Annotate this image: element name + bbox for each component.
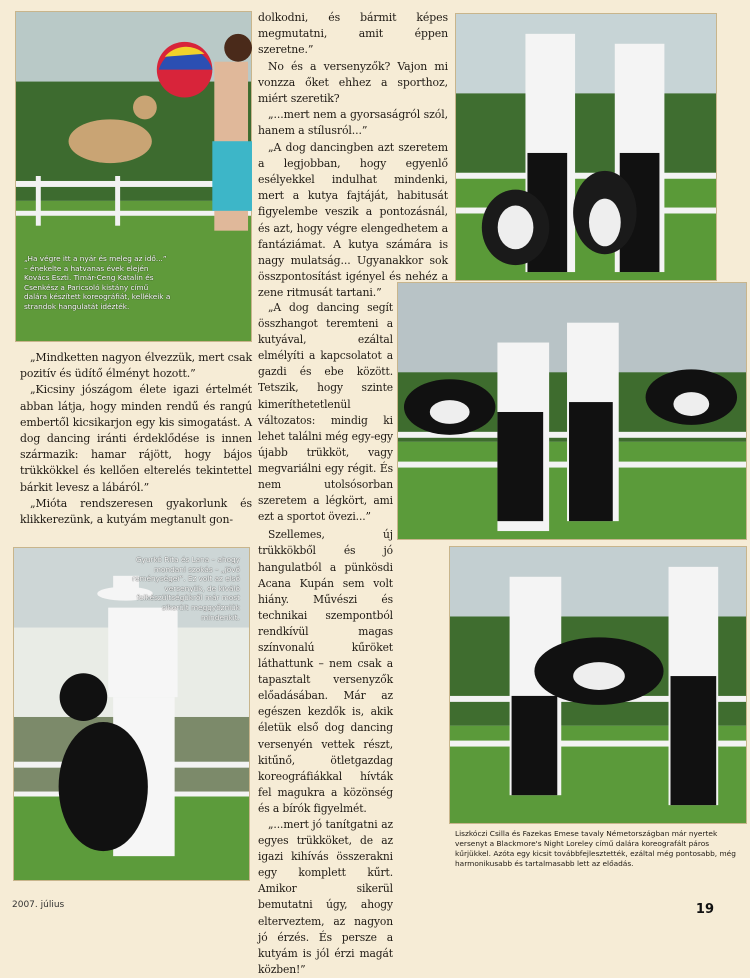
footer-date: 2007. július [12,900,65,910]
paragraph: Szellemes, új trükkökből és jó hangulatból a pünkösdi Acana Kupán sem volt hiány. Művészi és technikai szempontból rendkívül magas színvonalú kűröket láthattunk – nem csak a tapasztalt versenyzők előadásában. Már az egészen kezdők is, akik életük első dog dancing versenyén vettek részt, kitűnő, ötletgazdag koreográfiákkal hívták fel magukra a közönség és a bírók figyelmét. [258,528,393,815]
paragraph: „...mert jó tanítgatni az egyes trükköket, de az igazi kihívás összerakni egy komplett kűrt. Amikor sikerül bemutatni úgy, ahogy elterveztem, az nagyon jó érzés. És persze a kutyám is jól érzi magát közben!” [258,818,393,976]
photo-dogs-jumping-image [398,283,746,539]
photo-sailors-kur-caption: Liszkóczi Csilla és Fazekas Emese tavaly Németországban már nyertek versenyt a Blackmore's Night Loreley című dalára koreografált páros kűrjükkel. Azóta egy kicsit továbbfejlesztették, ezáltal még pontosabb, még harmonikusabb és tartalmasabb lett az előadás. [455,829,736,868]
photo-boy-black-dog-caption: Gyurkó Rita és Lana – ahogy mondani szokás – „jövő reménységei”. Ez volt az első versenyük, de kiváló felkészültségükről már most sikerült meggyőzniük mindenkit. [132,555,240,622]
paragraph: „...mert nem a gyorsaságról szól, hanem a stílusról...” [258,108,448,138]
photo-sailors-dogs-image [456,14,716,280]
paragraph: „Mindketten nagyon élvezzük, mert csak pozitív és üdítő élményt hozott.” [20,351,252,381]
photo-sailors-kur [449,546,747,824]
paragraph: „A dog dancing segít összhangot teremteni a kutyával, ezáltal elmélyíti a kapcsolatot a gazdi és ebe között. Tetszik, hogy szinte kimeríthetetlenül változatos: mindig ki lehet találni még egy-egy újabb trükköt, vagy megvariálni egy régit. És nem utolsósorban szeretem a légkört, ami ezt a sportot övezi...” [258,301,393,524]
paragraph: No és a versenyzők? Vajon mi vonzza őket ehhez a sporthoz, miért szeretik? [258,59,448,106]
paragraph: „Mióta rendszeresen gyakorlunk és klikkerezünk, a kutyám megtanult gon- [20,496,252,527]
photo-sailors-kur-image [450,547,746,823]
photo-sailors-dogs [455,13,717,281]
paragraph: dolkodni, és bármit képes megmutatni, amit éppen szeretne.” [258,11,448,57]
paragraph: „Kicsiny jószágom élete igazi értelmét abban látja, hogy minden rendű és rangú embertől kicsikarjon egy kis simogatást. A dog dancing iránti érdeklődése is innen származik: hamar rájött, hogy bájos trükkökkel és kellően elterelés tekintettel bárkit levesz a lábáról.” [20,383,252,494]
photo-dogs-jumping [397,282,747,540]
text-column-left [20,350,252,528]
paragraph: „A dog dancingben azt szeretem a legjobban, hogy egyenlő esélyekkel indulhat mindenki, mert a kutya fajtáját, habitusát figyelembe veszik a pontozásnál, és azt, hogy végre elengedhetem a fantáziámat. A kutya számára is nagy mulatság... Ugyanakkor sok összpontosítást igényel és nehéz a zene ritmusát tartani.” [258,140,448,300]
text-column-middle-top [258,10,448,302]
page-number: 19 [695,902,714,917]
text-column-middle-narrow [258,300,393,978]
photo-dog-ball-caption: „Ha végre itt a nyár és meleg az idő...” – énekelte a hatvanas évek elején Kovács Eszti. Timár-Ceng Katalin és Csenkész a Paricsoló kistány című dalára készített koreográfiát, kellékeik a strandok hangulatát idézték. [24,254,171,311]
